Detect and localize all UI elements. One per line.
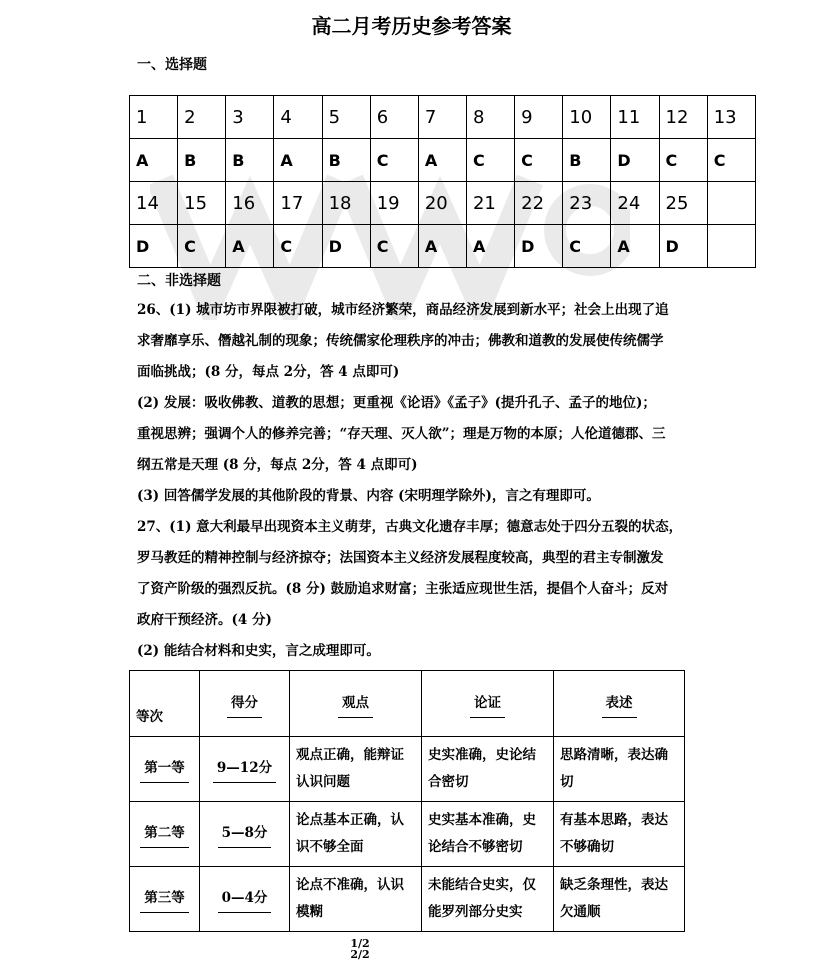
question-number-cell: 4 [274, 96, 322, 139]
answer-letter-cell: D [322, 225, 370, 268]
answer-letter-cell: A [226, 225, 274, 268]
answer-letter-row [130, 225, 756, 268]
rubric-header-expression: 表述 [554, 671, 685, 737]
question-number-cell: 16 [226, 182, 274, 225]
q26-line: 26、(1) 城市坊市界限被打破，城市经济繁荣，商品经济发展到新水平；社会上出现了追 [137, 302, 669, 318]
rubric-view: 观点正确，能辩证认识问题 [290, 737, 422, 802]
section-heading-non-choice: 二、非选择题 [137, 273, 221, 289]
rubric-header-score: 得分 [200, 671, 290, 737]
question-26-answer [137, 295, 697, 512]
question-number-cell [707, 182, 755, 225]
answer-letter-cell: A [274, 139, 322, 182]
question-number-cell: 1 [130, 96, 178, 139]
rubric-expression: 有基本思路，表达不够确切 [554, 802, 685, 867]
question-27-answer [137, 512, 697, 667]
section-heading-multiple-choice: 一、选择题 [137, 57, 207, 73]
rubric-view: 论点基本正确，认识不够全面 [290, 802, 422, 867]
question-number-cell: 13 [707, 96, 755, 139]
q27-line: 27、(1) 意大利最早出现资本主义萌芽，古典文化遗存丰厚；德意志处于四分五裂的状态， [137, 519, 683, 535]
page-number-top: 1/2 [350, 937, 370, 950]
question-number-row [130, 96, 756, 139]
answer-letter-cell: A [611, 225, 659, 268]
answer-letter-cell: D [130, 225, 178, 268]
q26-line: 重视思辨；强调个人的修养完善；“存天理、灭人欲”；理是万物的本原；人伦道德郡、三 [137, 426, 666, 442]
question-number-cell: 12 [659, 96, 707, 139]
q26-line: 求奢靡享乐、僭越礼制的现象；传统儒家伦理秩序的冲击；佛教和道教的发展使传统儒学 [137, 333, 664, 349]
question-number-cell: 14 [130, 182, 178, 225]
rubric-argument: 未能结合史实，仅能罗列部分史实 [422, 867, 554, 932]
answer-letter-cell: C [515, 139, 563, 182]
rubric-view: 论点不准确，认识模糊 [290, 867, 422, 932]
question-number-cell: 3 [226, 96, 274, 139]
question-number-cell: 20 [418, 182, 466, 225]
answer-letter-cell: B [226, 139, 274, 182]
answer-letter-cell: C [274, 225, 322, 268]
question-number-cell: 15 [178, 182, 226, 225]
q26-line: (3) 回答儒学发展的其他阶段的背景、内容 (宋明理学除外)，言之有理即可。 [137, 488, 600, 504]
question-number-cell: 5 [322, 96, 370, 139]
question-number-cell: 18 [322, 182, 370, 225]
question-number-cell: 25 [659, 182, 707, 225]
rubric-score: 0—4分 [200, 867, 290, 932]
rubric-argument: 史实准确，史论结合密切 [422, 737, 554, 802]
question-number-cell: 10 [563, 96, 611, 139]
question-number-cell: 22 [515, 182, 563, 225]
answer-letter-cell: D [515, 225, 563, 268]
page-title: 高二月考历史参考答案 [311, 14, 512, 38]
rubric-level: 第一等 [130, 737, 200, 802]
answer-letter-cell: D [611, 139, 659, 182]
q27-line: 罗马教廷的精神控制与经济掠夺；法国资本主义经济发展程度较高，典型的君主专制激发 [137, 550, 664, 566]
answer-letter-cell: C [370, 225, 418, 268]
rubric-score: 5—8分 [200, 802, 290, 867]
rubric-header-level: 等次 [130, 671, 200, 737]
question-number-cell: 9 [515, 96, 563, 139]
question-number-cell: 24 [611, 182, 659, 225]
answer-letter-cell: C [466, 139, 514, 182]
scoring-rubric-table [129, 670, 685, 932]
question-number-cell: 21 [466, 182, 514, 225]
rubric-header-view: 观点 [290, 671, 422, 737]
answer-letter-cell: B [178, 139, 226, 182]
answer-letter-cell: D [659, 225, 707, 268]
answer-letter-cell: C [659, 139, 707, 182]
page-number [340, 938, 380, 960]
q26-line: 面临挑战；(8 分，每点 2分，答 4 点即可) [137, 364, 400, 380]
q27-line: 政府干预经济。(4 分) [137, 612, 272, 628]
answer-table [129, 95, 756, 268]
answer-letter-cell: A [130, 139, 178, 182]
question-number-cell: 23 [563, 182, 611, 225]
rubric-row [130, 867, 685, 932]
question-number-cell: 6 [370, 96, 418, 139]
rubric-row [130, 802, 685, 867]
question-number-cell: 11 [611, 96, 659, 139]
q27-line: (2) 能结合材料和史实，言之成理即可。 [137, 643, 380, 659]
question-number-cell: 19 [370, 182, 418, 225]
question-number-row [130, 182, 756, 225]
answer-letter-cell [707, 225, 755, 268]
rubric-row [130, 737, 685, 802]
question-number-cell: 7 [418, 96, 466, 139]
rubric-argument: 史实基本准确，史论结合不够密切 [422, 802, 554, 867]
q26-line: 纲五常是天理 (8 分，每点 2分，答 4 点即可) [137, 457, 418, 473]
answer-letter-row [130, 139, 756, 182]
page-number-bottom: 2/2 [350, 948, 370, 961]
rubric-expression: 思路清晰，表达确切 [554, 737, 685, 802]
rubric-header-argument: 论证 [422, 671, 554, 737]
q26-line: (2) 发展：吸收佛教、道教的思想；更重视《论语》《孟子》(提升孔子、孟子的地位)； [137, 395, 656, 411]
rubric-level: 第三等 [130, 867, 200, 932]
answer-letter-cell: C [707, 139, 755, 182]
answer-letter-cell: C [563, 225, 611, 268]
rubric-level: 第二等 [130, 802, 200, 867]
question-number-cell: 8 [466, 96, 514, 139]
answer-letter-cell: C [370, 139, 418, 182]
answer-letter-cell: B [322, 139, 370, 182]
question-number-cell: 2 [178, 96, 226, 139]
answer-letter-cell: A [418, 139, 466, 182]
rubric-expression: 缺乏条理性，表达欠通顺 [554, 867, 685, 932]
answer-letter-cell: A [466, 225, 514, 268]
question-number-cell: 17 [274, 182, 322, 225]
rubric-score: 9—12分 [200, 737, 290, 802]
answer-letter-cell: C [178, 225, 226, 268]
q27-line: 了资产阶级的强烈反抗。(8 分) 鼓励追求财富；主张适应现世生活，提倡个人奋斗；反对 [137, 581, 669, 597]
answer-letter-cell: B [563, 139, 611, 182]
answer-letter-cell: A [418, 225, 466, 268]
